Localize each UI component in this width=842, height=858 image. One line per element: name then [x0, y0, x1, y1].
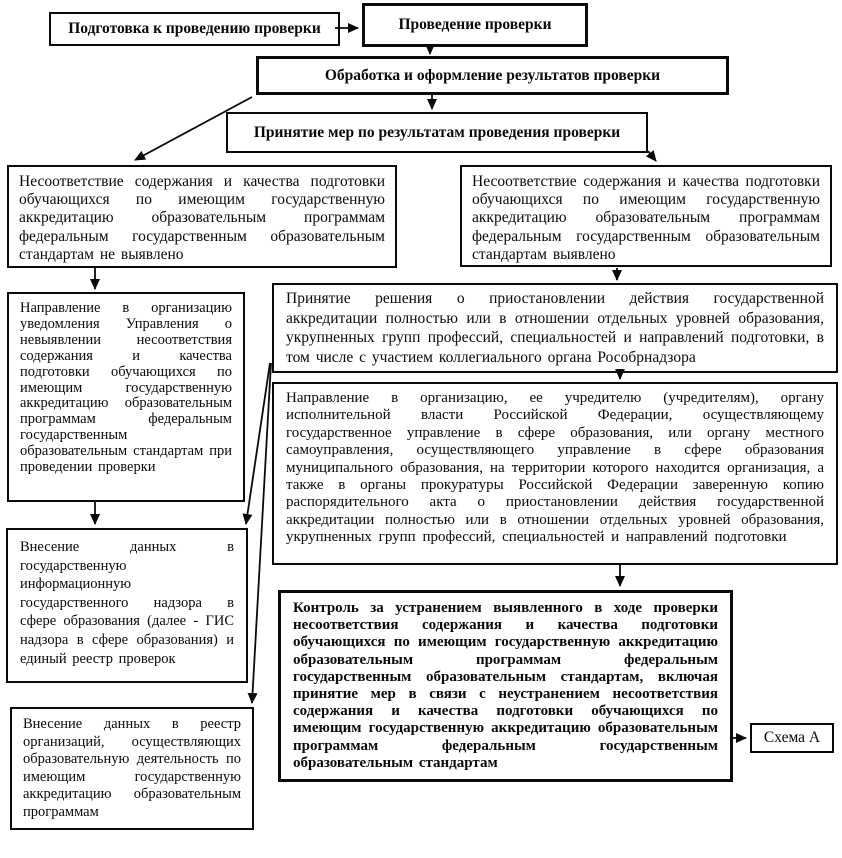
node-accreditation-suspension-decision: Принятие решения о приостановлении действия государственной аккредитации полностью или в отношении отдельных уровней образования, укрупненных групп профессий, специальностей и направлений подготовки, в том числе с участием коллегиального органа Рособрнадзора — [272, 283, 838, 373]
arrow-decision-to-registry — [252, 363, 271, 703]
arrow-decision-to-gis — [246, 363, 270, 524]
node-noncompliance-found: Несоответствие содержания и качества подготовки обучающихся по имеющим государственную аккредитацию образовательным программам федеральным государственным образовательным стандартам выявлено — [460, 165, 832, 267]
node-control-of-elimination: Контроль за устранением выявленного в ходе проверки несоответствия содержания и качества подготовки обучающихся по имеющим государственную аккредитацию образовательным программам федеральным государственным образовательным стандартам, включая принятие мер в связи с неустранением несоответствия содержания и качества подготовки обучающихся по имеющим государственную аккредитацию образовательным программам федеральным государственным образовательным стандартам — [278, 590, 733, 782]
node-conducting-inspection: Проведение проверки — [362, 3, 588, 47]
node-entry-into-gis: Внесение данных в государственную информационную государственного надзора в сфере образования (далее - ГИС надзора в сфере образования) и единый реестр проверок — [6, 528, 248, 683]
node-sending-certified-copy: Направление в организацию, ее учредителю (учредителям), органу исполнительной власти Российской Федерации, осуществляющему государственное управление в сфере образования, или органу местного самоуправления, осуществляющего управление в сфере образования муниципального образования, на территории которого находится организация, а также в органы прокуратуры Российской Федерации заверенную копию распорядительного акта о приостановлении действия государственной аккредитации полностью или в отношении отдельных уровней образования, укрупненных групп профессий, специальностей и направлений подготовки — [272, 382, 838, 565]
node-entry-into-registry: Внесение данных в реестр организаций, осуществляющих образовательную деятельность по имеющим государственную аккредитацию образовательным программам — [10, 707, 254, 830]
node-preparation: Подготовка к проведению проверки — [49, 12, 340, 46]
node-processing-results: Обработка и оформление результатов проверки — [256, 56, 729, 95]
arrow-to-noncompliance-found — [648, 151, 656, 161]
node-notification-to-organization: Направление в организацию уведомления Управления о невыявлении несоответствия содержания и качества подготовки обучающихся по имеющим государственную аккредитацию образовательным программам федеральным государственным образовательным стандартам при проведении проверки — [7, 292, 245, 502]
node-noncompliance-not-found: Несоответствие содержания и качества подготовки обучающихся по имеющим государственную аккредитацию образовательным программам федеральным государственным образовательным стандартам не выявлено — [7, 165, 397, 268]
node-scheme-a: Схема А — [750, 723, 834, 753]
node-taking-measures: Принятие мер по результатам проведения проверки — [226, 112, 648, 153]
